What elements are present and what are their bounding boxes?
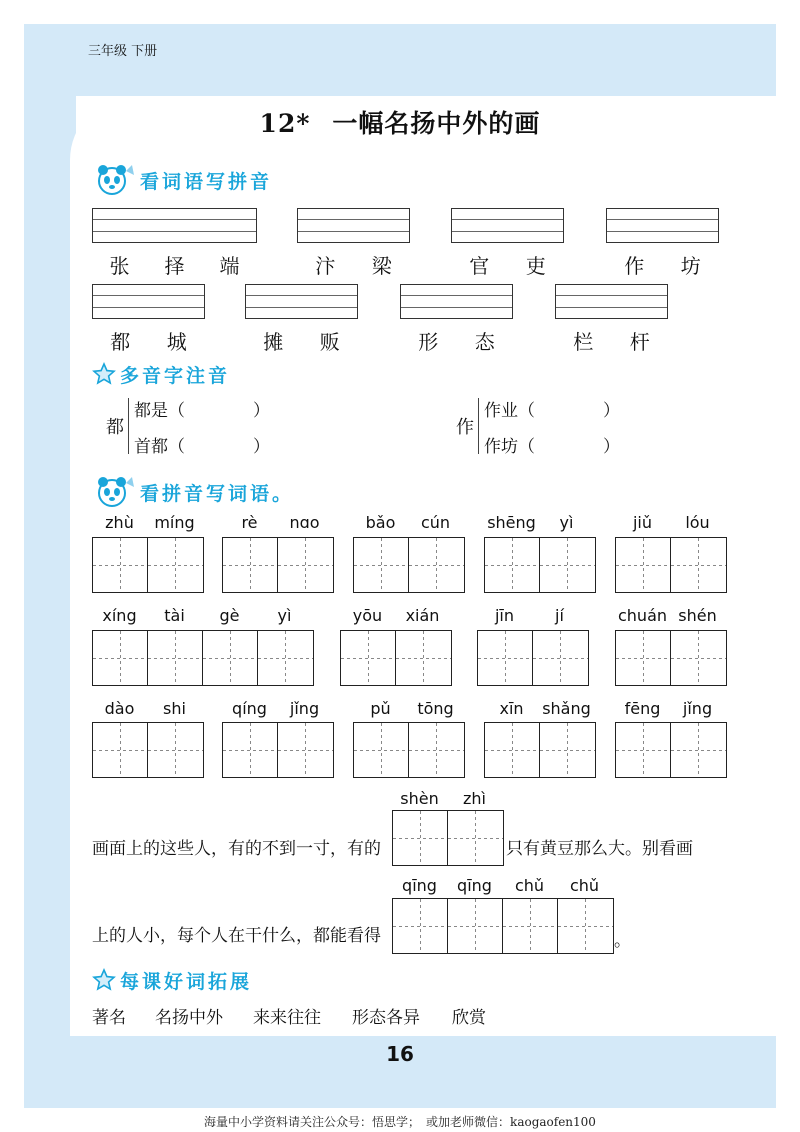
grade-label: 三年级 下册 (88, 44, 158, 59)
panda-icon (92, 475, 136, 509)
section-heading-3 (92, 478, 294, 506)
grid-cell[interactable] (223, 538, 278, 592)
character-grid[interactable] (484, 537, 596, 593)
pinyin-box[interactable] (245, 284, 358, 319)
grid-cell[interactable] (558, 899, 613, 953)
pinyin-label: dào (104, 699, 135, 718)
character-grid[interactable] (392, 810, 504, 866)
grid-cell[interactable] (448, 899, 503, 953)
grid-cell[interactable] (258, 631, 313, 685)
pinyin-label: qíng (232, 699, 267, 718)
pinyin-label: shi (163, 699, 186, 718)
grid-cell[interactable] (393, 811, 448, 865)
footer-note: 海量中小学资料请关注公众号：悟思学； 或加老师微信：kaogaofen100 (204, 1115, 596, 1129)
grid-cell[interactable] (278, 538, 333, 592)
grid-cell[interactable] (148, 723, 203, 777)
sentence-text: 上的人小，每个人在干什么，都能看得 (92, 926, 381, 946)
grid-cell[interactable] (393, 899, 448, 953)
grid-cell[interactable] (448, 811, 503, 865)
pinyin-label: chǔ (569, 876, 600, 895)
polyphone-char-left: 都 (106, 417, 124, 438)
polyphone-item: 首都（ ） (134, 437, 270, 457)
section-title-4: 每课好词拓展 (120, 970, 253, 993)
pinyin-label: xíng (102, 606, 137, 625)
word: 汴 梁 (315, 254, 392, 278)
pinyin-label: xīn (499, 699, 524, 718)
section-heading-2 (92, 360, 230, 388)
section-title-1: 看词语写拼音 (140, 170, 273, 193)
section-heading-1 (92, 166, 272, 194)
grid-cell[interactable] (396, 631, 451, 685)
word: 摊 贩 (263, 330, 340, 354)
character-grid[interactable] (92, 630, 314, 686)
grid-cell[interactable] (540, 723, 595, 777)
pinyin-box[interactable] (400, 284, 513, 319)
pinyin-label: tōng (417, 699, 454, 718)
grid-cell[interactable] (485, 538, 540, 592)
sentence-text: 画面上的这些人，有的不到一寸，有的 (92, 839, 381, 859)
word: 形 态 (418, 330, 495, 354)
lesson-title (0, 104, 800, 140)
pinyin-label: zhù (105, 513, 134, 532)
grid-cell[interactable] (93, 538, 148, 592)
polyphone-item: 都是（ ） (134, 401, 270, 421)
word: 都 城 (110, 330, 187, 354)
grid-cell[interactable] (616, 631, 671, 685)
grid-cell[interactable] (485, 723, 540, 777)
grid-cell[interactable] (616, 723, 671, 777)
pinyin-label: jǐng (682, 699, 713, 718)
character-grid[interactable] (615, 630, 727, 686)
pinyin-label: jí (555, 606, 564, 625)
word: 作 坊 (624, 254, 701, 278)
character-grid[interactable] (340, 630, 452, 686)
vocab-word: 著名 (92, 1008, 126, 1028)
brace-right (478, 398, 479, 454)
section-title-2: 多音字注音 (120, 364, 231, 387)
character-grid[interactable] (353, 537, 465, 593)
pinyin-label: jīn (494, 606, 515, 625)
pinyin-label: bǎo (365, 513, 396, 532)
grid-cell[interactable] (540, 538, 595, 592)
character-grid[interactable] (92, 722, 204, 778)
word: 官 吏 (469, 254, 546, 278)
character-grid[interactable] (353, 722, 465, 778)
pinyin-label: pǔ (370, 699, 391, 718)
section-title-3: 看拼音写词语。 (140, 482, 295, 505)
grid-cell[interactable] (203, 631, 258, 685)
pinyin-label: zhì (463, 789, 486, 808)
pinyin-label: shèn (400, 789, 439, 808)
pinyin-label: chǔ (514, 876, 545, 895)
pinyin-label: chuán (617, 606, 668, 625)
grid-cell[interactable] (409, 723, 464, 777)
grid-cell[interactable] (148, 538, 203, 592)
grid-cell[interactable] (354, 723, 409, 777)
polyphone-char-right: 作 (456, 417, 474, 438)
character-grid[interactable] (477, 630, 589, 686)
polyphone-item: 作坊（ ） (484, 437, 620, 457)
panda-icon (92, 163, 136, 197)
pinyin-label: yì (277, 606, 292, 625)
pinyin-label: shǎng (542, 699, 591, 718)
pinyin-box[interactable] (606, 208, 719, 243)
pinyin-label: tài (164, 606, 185, 625)
grid-cell[interactable] (616, 538, 671, 592)
star-icon (92, 968, 116, 992)
grid-cell[interactable] (341, 631, 396, 685)
character-grid[interactable] (92, 537, 204, 593)
sentence-text: 只有黄豆那么大。别看画 (506, 839, 693, 859)
character-grid[interactable] (222, 722, 334, 778)
grid-cell[interactable] (478, 631, 533, 685)
pinyin-label: nɑo (289, 513, 320, 532)
pinyin-label: qīng (402, 876, 437, 895)
lesson-title-text: 一幅名扬中外的画 (332, 109, 541, 138)
pinyin-label: jiǔ (632, 513, 653, 532)
brace-left (128, 398, 129, 454)
page-number: 16 (386, 1042, 414, 1066)
grid-cell[interactable] (148, 631, 203, 685)
lesson-number: 12* (259, 109, 311, 138)
pinyin-box[interactable] (555, 284, 668, 319)
grid-cell[interactable] (409, 538, 464, 592)
vocab-word: 来来往往 (253, 1008, 321, 1028)
header-band (24, 24, 776, 96)
vocab-word: 形态各异 (352, 1008, 420, 1028)
polyphone-item: 作业（ ） (484, 401, 620, 421)
pinyin-box[interactable] (451, 208, 564, 243)
pinyin-box[interactable] (297, 208, 410, 243)
vocab-word: 名扬中外 (155, 1008, 223, 1028)
pinyin-label: shén (678, 606, 717, 625)
pinyin-label: shēng (487, 513, 536, 532)
side-band (24, 24, 76, 1108)
pinyin-label: cún (420, 513, 451, 532)
character-grid[interactable] (615, 537, 727, 593)
sentence-text: 。 (614, 931, 631, 951)
grid-cell[interactable] (278, 723, 333, 777)
pinyin-label: xián (405, 606, 440, 625)
pinyin-label: rè (241, 513, 258, 532)
grid-cell[interactable] (671, 723, 726, 777)
pinyin-label: yōu (352, 606, 383, 625)
grid-cell[interactable] (671, 631, 726, 685)
character-grid[interactable] (392, 898, 614, 954)
vocab-word: 欣赏 (452, 1008, 486, 1028)
pinyin-label: míng (154, 513, 195, 532)
grid-cell[interactable] (93, 723, 148, 777)
pinyin-label: qīng (457, 876, 492, 895)
word: 张 择 端 (109, 254, 240, 278)
grid-cell[interactable] (533, 631, 588, 685)
grid-cell[interactable] (354, 538, 409, 592)
pinyin-label: jǐng (289, 699, 320, 718)
character-grid[interactable] (222, 537, 334, 593)
word: 栏 杆 (573, 330, 650, 354)
character-grid[interactable] (615, 722, 727, 778)
pinyin-label: yì (559, 513, 574, 532)
grid-cell[interactable] (503, 899, 558, 953)
grid-cell[interactable] (671, 538, 726, 592)
pinyin-label: lóu (685, 513, 710, 532)
pinyin-label: gè (219, 606, 240, 625)
grid-cell[interactable] (223, 723, 278, 777)
pinyin-box[interactable] (92, 284, 205, 319)
star-icon (92, 362, 116, 386)
section-heading-4 (92, 966, 252, 994)
pinyin-label: fēng (624, 699, 661, 718)
grid-cell[interactable] (93, 631, 148, 685)
character-grid[interactable] (484, 722, 596, 778)
pinyin-box[interactable] (92, 208, 257, 243)
